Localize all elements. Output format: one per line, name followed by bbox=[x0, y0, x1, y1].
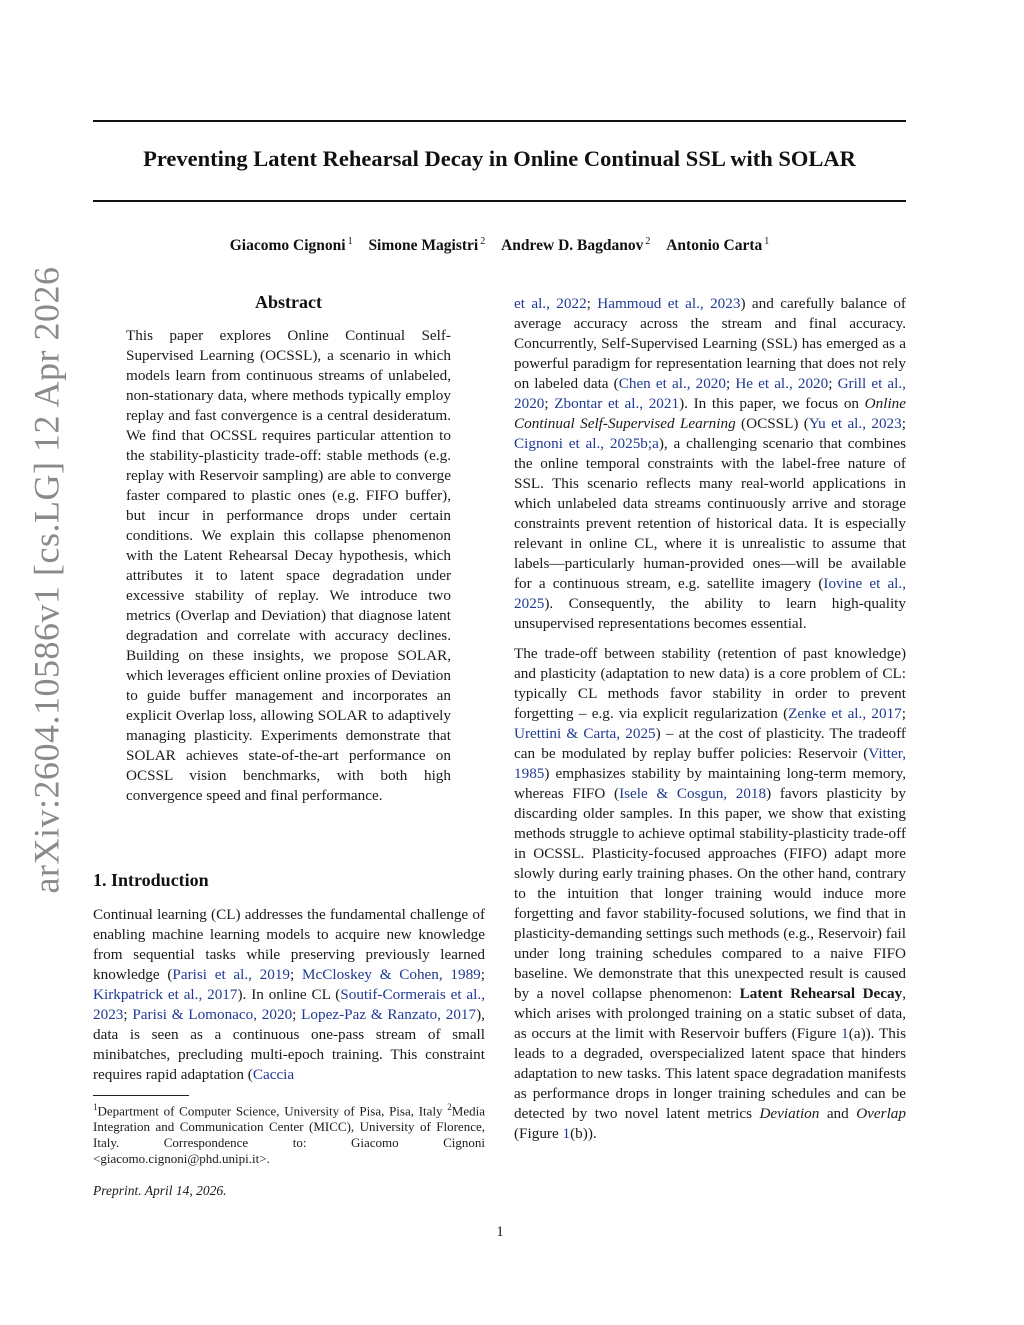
top-rule bbox=[93, 120, 906, 122]
author: Giacomo Cignoni $^1$ bbox=[229, 236, 353, 254]
text-run: The trade-off between stability (retention of past knowledge) and plasticity (adaptation to new data) is a core problem of CL: typically CL methods favor stability in order to prevent forgetting – e.g. via explicit regularization ( bbox=[514, 645, 906, 722]
citation-link[interactable]: Kirkpatrick et al., 2017 bbox=[93, 986, 238, 1003]
author: Simone Magistri $^2$ bbox=[368, 236, 486, 254]
citation-link[interactable]: Vitter, 1985 bbox=[514, 745, 906, 782]
arxiv-id: arXiv:2604.10586v1 [cs.LG] 12 Apr 2026 bbox=[26, 266, 67, 894]
citation-link[interactable]: Chen et al., 2020 bbox=[618, 375, 726, 392]
text-run: ; bbox=[828, 375, 838, 392]
citation-link[interactable]: 1 bbox=[562, 1125, 571, 1142]
title-bottom-rule bbox=[93, 200, 906, 202]
citation-link[interactable]: McCloskey & Cohen, 1989 bbox=[301, 966, 481, 983]
footnote-rule bbox=[93, 1095, 189, 1096]
italic-term: Overlap bbox=[856, 1105, 906, 1122]
text-run: ) favors plasticity by discarding older samples. In this paper, we show that existing methods struggle to achieve optimal stability-plasticity trade-off in OCSSL. Plasticity-focused approaches (FIFO) adapt more slowly during early training phases. On the other hand, contrary to the intuition that longer training would induce more forgetting and favor stability-focused solutions, we find that in plasticity-demanding settings such methods (e.g., Reservoir) fail under long training schedules compared to a naive FIFO baseline. We demonstrate that this unexpected result is caused by a novel collapse phenomenon: bbox=[514, 785, 906, 1002]
citation-link[interactable]: Hammoud et al., 2023 bbox=[597, 295, 741, 312]
citation-link[interactable]: Grill et al., 2020 bbox=[514, 375, 906, 412]
text-run: (Figure bbox=[514, 1125, 563, 1142]
text-run: ; bbox=[586, 295, 598, 312]
author: Antonio Carta $^1$ bbox=[666, 236, 770, 254]
text-run: ; bbox=[901, 415, 906, 432]
text-run: (b)). bbox=[570, 1125, 597, 1142]
citation-link[interactable]: Yu et al., 2023 bbox=[808, 415, 902, 432]
text-run: (a)). This leads to a degraded, overspecialized latent space that hinders adaptation to new tasks. This latent space degradation manifests as performance drops in longer training schedules and can be detected by two novel latent metrics bbox=[514, 1025, 906, 1122]
text-run: ; bbox=[292, 1006, 302, 1023]
text-run: ) emphasizes stability by maintaining long-term memory, whereas FIFO ( bbox=[514, 765, 906, 802]
citation-link[interactable]: Urettini & Carta, 2025 bbox=[514, 725, 656, 742]
text-run: ) – at the cost of plasticity. The tradeoff can be modulated by replay buffer policies: Reservoir ( bbox=[514, 725, 906, 762]
text-run: ), data is seen as a continuous one-pass stream of small minibatches, precluding multi-epoch training. This constraint requires rapid adaptation ( bbox=[93, 1006, 485, 1083]
author-list bbox=[93, 236, 906, 255]
citation-link[interactable]: Iovine et al., 2025 bbox=[514, 575, 906, 612]
text-run: ; bbox=[123, 1006, 133, 1023]
citation-link[interactable]: Soutif-Cormerais et al., 2023 bbox=[93, 986, 485, 1023]
intro-right-column bbox=[514, 294, 906, 1144]
citation-link[interactable]: Cignoni et al., 2025b;a bbox=[514, 435, 659, 452]
text-run: ). Consequently, the ability to learn high-quality unsupervised representations becomes essential. bbox=[514, 595, 906, 632]
text-run: ; bbox=[544, 395, 555, 412]
italic-term: Online Continual Self-Supervised Learning bbox=[514, 395, 906, 432]
text-run: (OCSSL) ( bbox=[735, 415, 809, 432]
citation-link[interactable]: Isele & Cosgun, 2018 bbox=[619, 785, 767, 802]
text-run: ) and carefully balance of average accuracy across the stream and final accuracy. Concurrently, Self-Supervised Learning (SSL) has emerged as a powerful paradigm for representation learning that does not rely on labeled data ( bbox=[514, 295, 906, 392]
citation-link[interactable]: Lopez-Paz & Ranzato, 2017 bbox=[301, 1006, 477, 1023]
arxiv-stamp bbox=[6, 200, 86, 960]
intro-paragraph bbox=[514, 294, 906, 634]
citation-link[interactable]: Zbontar et al., 2021 bbox=[554, 395, 680, 412]
citation-link[interactable]: Parisi & Lomonaco, 2020 bbox=[132, 1006, 293, 1023]
citation-link[interactable]: Caccia bbox=[252, 1066, 295, 1083]
abstract-text: This paper explores Online Continual Self-Supervised Learning (OCSSL), a scenario in which models learn from continuous streams of unlabeled, non-stationary data, where methods typically employ replay and fast convergence is a central desideratum. We find that OCSSL requires particular attention to the stability-plasticity trade-off: stable methods (e.g. replay with Reservoir sampling) are able to converge faster compared to plastic ones (e.g. FIFO buffer), but incur in performance drops under certain conditions. We explain this collapse phenomenon with the Latent Rehearsal Decay hypothesis, which attributes it to latent space degradation under excessive stability of replay. We introduce two metrics (Overlap and Deviation) that diagnose latent degradation and correlate with accuracy declines. Building on these insights, we propose SOLAR, which leverages efficient online proxies of Deviation to guide buffer management and incorporates an explicit Overlap loss, allowing SOLAR to adaptively managing plasticity. Experiments demonstrate that SOLAR achieves state-of-the-art performance on OCSSL vision benchmarks, with both high convergence speed and final performance. bbox=[126, 327, 451, 804]
intro-paragraph bbox=[93, 905, 485, 1085]
text-run: ; bbox=[290, 966, 302, 983]
text-run: ), a challenging scenario that combines the online temporal constraints with the label-free nature of SSL. This scenario reflects many real-world applications in which unlabeled data streams continuously arrive and storage constraints prevent retention of historical data. It is especially relevant in online CL, where it is unrealistic to assume that labels—particularly human-provided ones—will be available for a continuous stream, e.g. satellite imagery ( bbox=[514, 435, 906, 592]
section-heading: 1. Introduction bbox=[93, 870, 209, 890]
citation-link[interactable]: et al., 2022 bbox=[514, 295, 587, 312]
text-run: Continual learning (CL) addresses the fundamental challenge of enabling machine learning models to acquire new knowledge from sequential tasks while preserving previously learned knowledge ( bbox=[93, 906, 485, 983]
bold-term: Latent Rehearsal Decay bbox=[739, 985, 903, 1002]
paper-title: Preventing Latent Rehearsal Decay in Online Continual SSL with SOLAR bbox=[143, 146, 856, 171]
italic-term: Deviation bbox=[759, 1105, 820, 1122]
abstract-heading: Abstract bbox=[255, 292, 322, 312]
intro-paragraph bbox=[514, 644, 906, 1144]
affiliation-footnote: $^1$Department of Computer Science, University of Pisa, Pisa, Italy $^2$Media Integration and Communication Center (MICC), University of Florence, Italy. Correspondence to: Giacomo Cignoni <giacomo.cignoni@phd.unipi.it>. bbox=[93, 1102, 485, 1167]
text-run: ; bbox=[901, 705, 906, 722]
citation-link[interactable]: He et al., 2020 bbox=[735, 375, 829, 392]
text-run: and bbox=[819, 1105, 857, 1122]
preprint-note: Preprint. April 14, 2026. bbox=[93, 1183, 227, 1198]
author: Andrew D. Bagdanov $^2$ bbox=[501, 236, 651, 254]
citation-link[interactable]: Zenke et al., 2017 bbox=[788, 705, 902, 722]
text-run: ; bbox=[480, 966, 485, 983]
citation-link[interactable]: Parisi et al., 2019 bbox=[172, 966, 291, 983]
intro-left-column bbox=[93, 905, 485, 1085]
page-number: 1 bbox=[496, 1224, 504, 1240]
text-run: ). In this paper, we focus on bbox=[679, 395, 865, 412]
text-run: ). In online CL ( bbox=[237, 986, 341, 1003]
text-run: , which arises with prolonged training on a static subset of data, as occurs at the limit with Reservoir buffers (Figure bbox=[514, 985, 907, 1042]
citation-link[interactable]: 1 bbox=[841, 1025, 849, 1042]
text-run: ; bbox=[725, 375, 736, 392]
